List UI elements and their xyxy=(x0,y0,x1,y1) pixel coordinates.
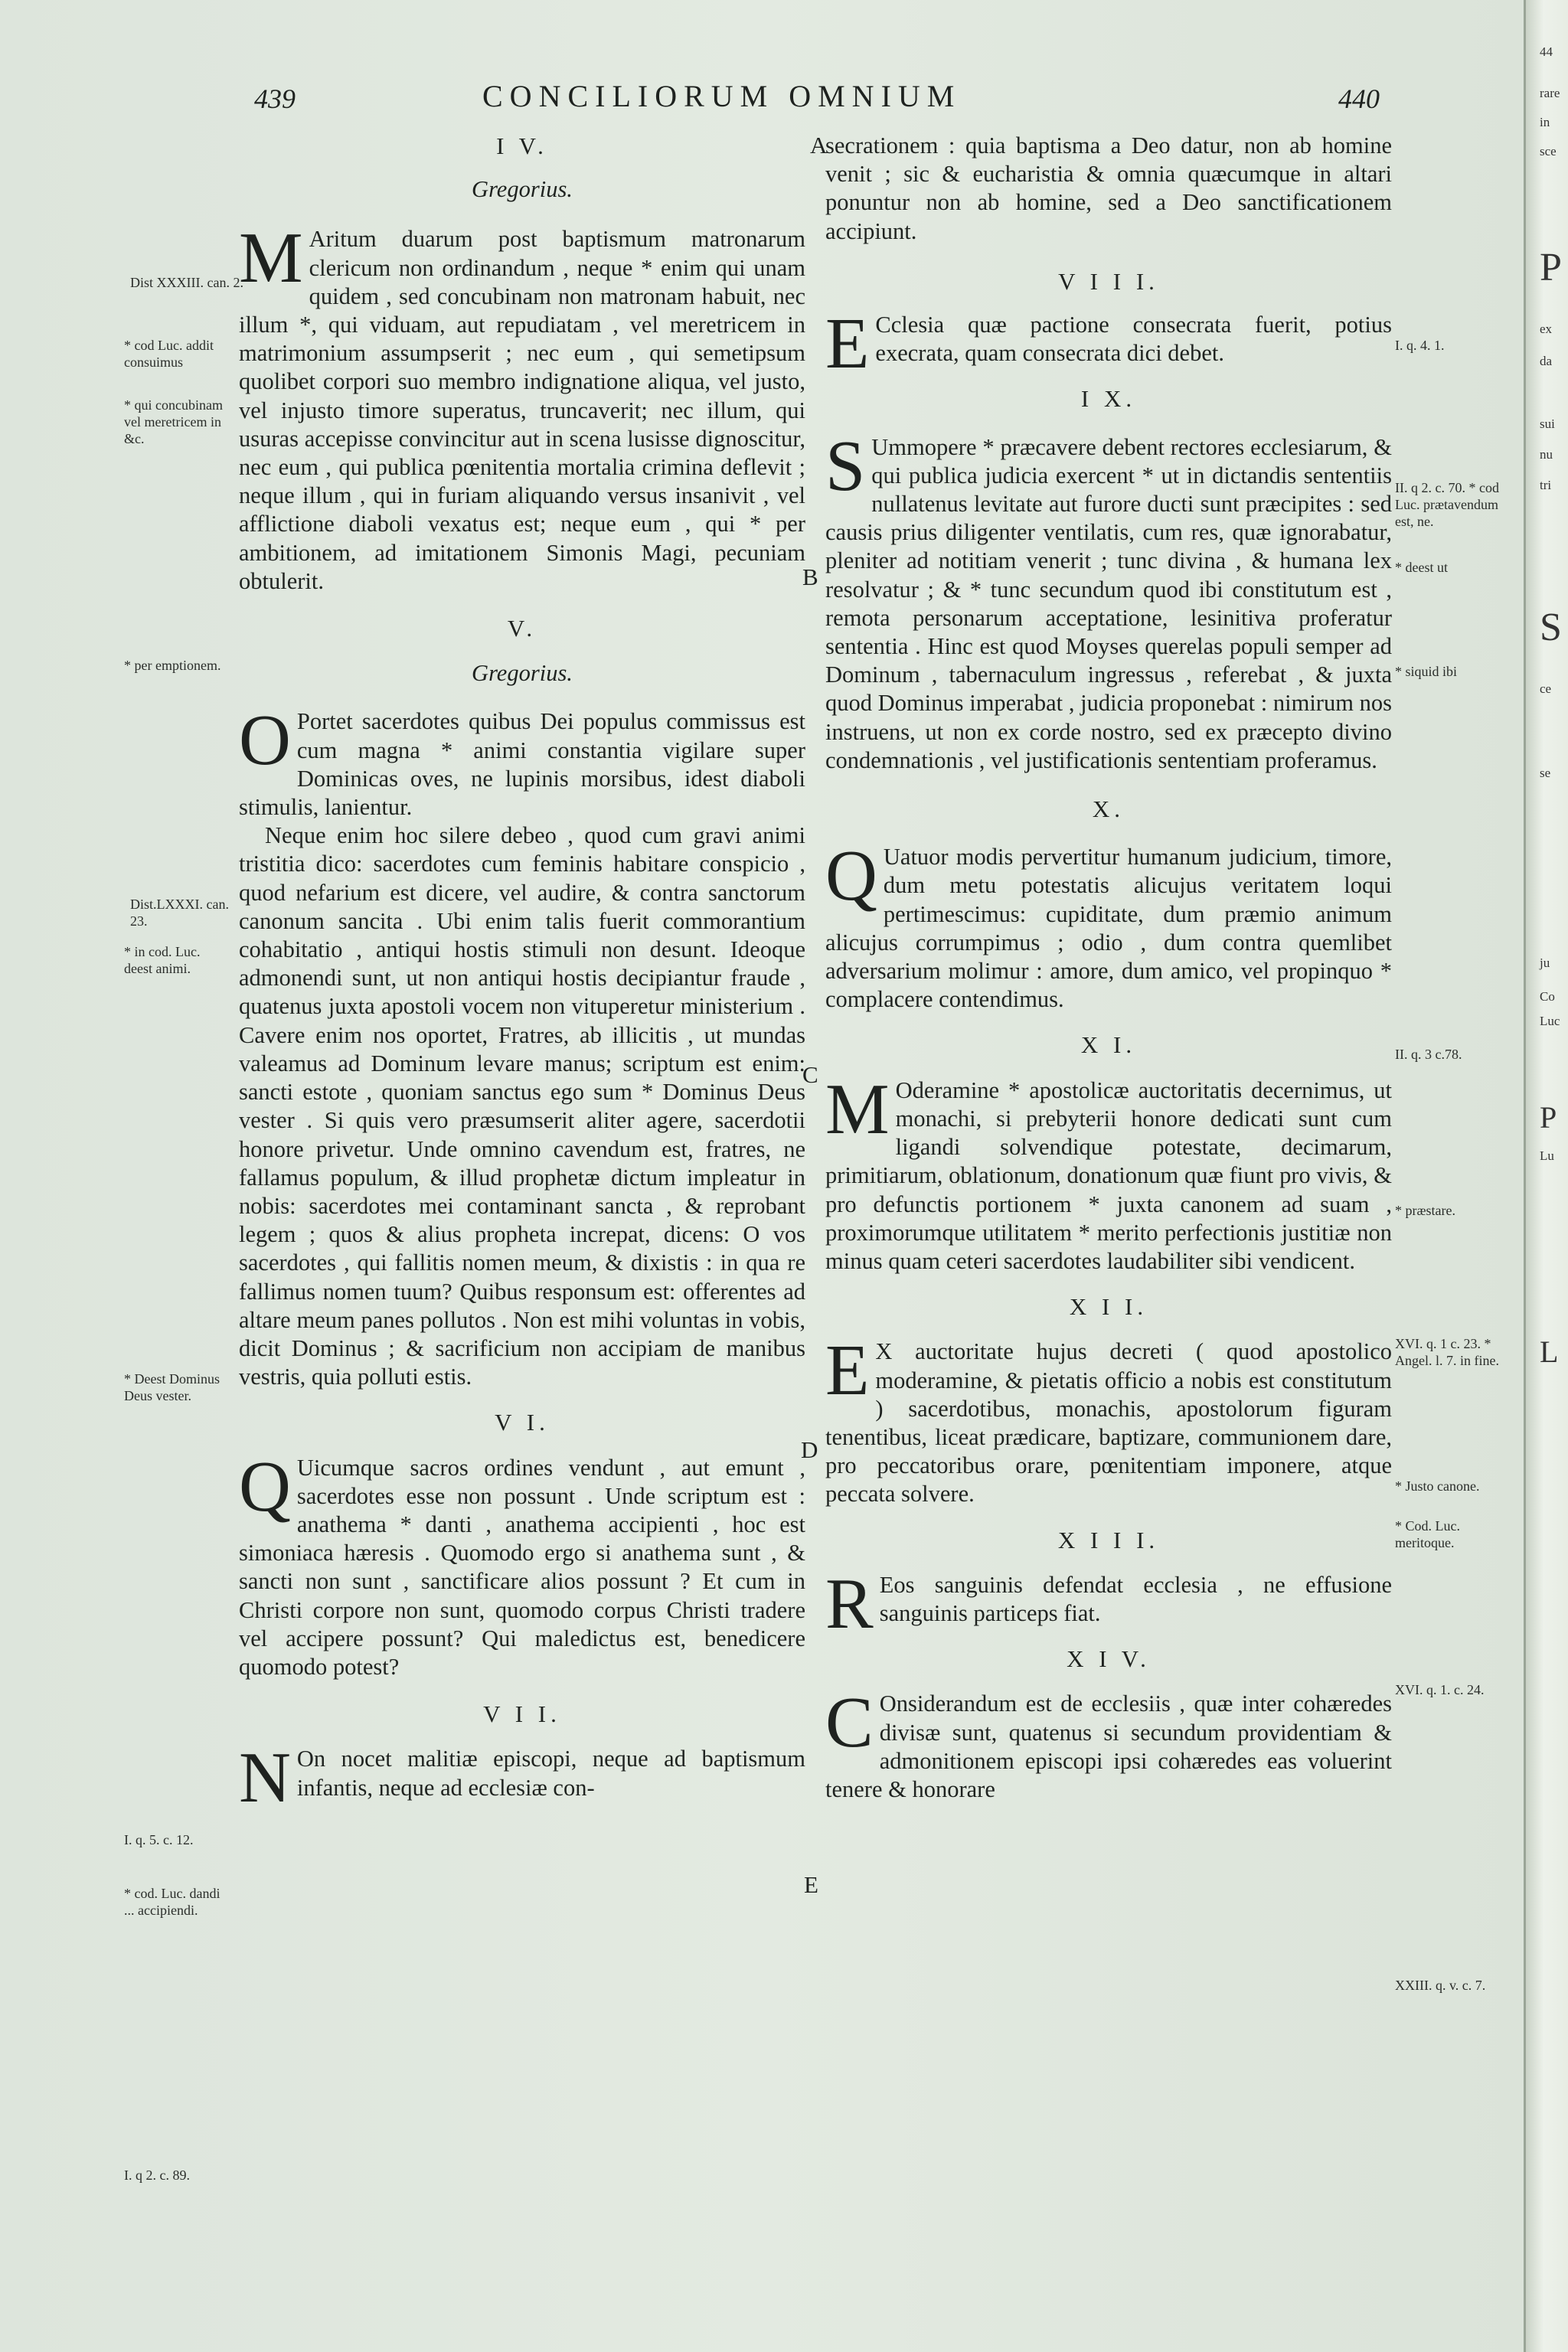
gutter-text: S xyxy=(1540,606,1562,649)
section-heading-8: V I I I. xyxy=(1058,267,1159,295)
section-heading-13: X I I I. xyxy=(1057,1526,1160,1553)
gutter-text: nu xyxy=(1540,447,1553,462)
canon-text-5-cont: Neque enim hoc silere debeo , quod cum gravi animi tristitia dico: sacerdotes cum feminis habitare conspicio , quod nefarium est dicere, vel audire, & contra sanctorum canonum sancita . Ubi enim talis fuerit commorantium cohabitatio , antiqui hostis stimuli non desunt. Ideoque admonendi sunt, ut non antiqui hostis decipiantur fraude , quatenus juxta apostoli vocem non vituperetur ministerium . Cavere enim nos oportet, Fratres, ab illicitis , ut mundas valeamus ad Dominum levare manus; scriptum est enim: sancti estote , quoniam sanctus ego sum * Dominus Deus vester . Si quis vero præsumserit aliter agere, sacerdotii honore privetur. Unde omnino cavendum est, fratres, ne fallamus populum, & illud prophetæ dictum impleatur in nobis: sacerdotes mei contaminant sancta , & reprobant legem ; quos & alius propheta increpat, dicens: O vos sacerdotes , qui fallitis nomen meum, & dixistis : in qua re fallimus nomen tuum? Quibus responsum est: offerentes ad altare meum panes pollutos . Non est mihi voluntas in vobis, dicit Dominus ; & sacrificium non accipiam de manibus vestris, quia polluti estis. xyxy=(239,822,805,1390)
margin-note-right: * Justo canone. xyxy=(1395,1478,1480,1494)
margin-note-right: I. q. 4. 1. xyxy=(1395,338,1445,353)
section-heading-10: X. xyxy=(1092,795,1125,823)
gutter-text: P xyxy=(1540,246,1562,289)
margin-note-right: XVI. q. 1. c. 24. xyxy=(1395,1682,1485,1697)
margin-note-left: I. q. 5. c. 12. xyxy=(124,1832,194,1847)
section-letter: C xyxy=(802,1061,818,1088)
gutter-text: ce xyxy=(1540,681,1552,696)
gutter-text: Luc xyxy=(1540,1014,1560,1028)
running-title: CONCILIORUM OMNIUM xyxy=(482,79,962,113)
margin-note-right: XVI. q. 1 c. 23. * Angel. l. 7. in fine. xyxy=(1395,1336,1499,1368)
gutter-text: sui xyxy=(1540,416,1555,431)
canon-text-11: M Oderamine * apostolicæ auctoritatis decernimus, ut monachi, si prebyterii honore dedicati sunt cum ligandi solvendique potestate, decimarum, primitiarum, oblationum, donationum quæ fiunt pro vivis, & pro defunctis portionem * juxta canonem ad suam , proximorumque utilitatem * merito perfectionis justitiæ non minus quam ceteri sacerdotes laudabiliter sibi vendicent. xyxy=(825,1069,1392,1274)
section-letter: D xyxy=(801,1436,818,1463)
margin-note-left: I. q 2. c. 89. xyxy=(124,2167,190,2183)
gutter-text: ju xyxy=(1540,956,1550,970)
drop-cap: M xyxy=(239,218,303,299)
gutter-text: tri xyxy=(1540,478,1552,492)
section-letter: E xyxy=(804,1871,818,1898)
margin-note-right: XXIII. q. v. c. 7. xyxy=(1395,1978,1486,1993)
author-heading: Gregorius. xyxy=(472,176,573,203)
gutter-text: sce xyxy=(1540,144,1557,158)
drop-cap: C xyxy=(825,1683,874,1763)
canon-text-7-cont: secrationem : quia baptisma a Deo datur, non ab homine venit ; sic & eucharistia & omnia quæcumque in altari ponuntur non ab homine, sed a Deo sanctificationem accipiunt. xyxy=(825,132,1392,244)
section-letter: A xyxy=(810,132,828,158)
canon-text-9: S Ummopere * præcavere debent rectores ecclesiarum, & qui publica judicia exercent * ut in dictandis sententiis nullatenus levitate aut furore ducti sunt præcipites : sed causis prius diligenter ventilatis, cum res, quæ ignorabatur, pleniter ad notitiam venerit ; tunc divina , & humana lex resolvatur ; & * tunc secundum quod ibi constitutum est , remota personarum acceptatione, lesinitiva proferatur sententia . Hinc est quod Moyses querelas populi semper ad Dominum , tabernaculum ingressus , referebat , & juxta quod Dominus imperabat , judicia proponebat : nimirum nos instruens, ut non ex corde nostro, sed ex præcepto divino condemnationis , vel justificationis sententiam proferamus. xyxy=(825,426,1392,773)
gutter-text: Lu xyxy=(1540,1148,1554,1163)
gutter-text: P xyxy=(1540,1100,1557,1135)
drop-cap: R xyxy=(825,1563,874,1644)
left-column xyxy=(239,132,805,1818)
gutter-text: in xyxy=(1540,115,1550,129)
canon-text-5: O Portet sacerdotes quibus Dei populus commissus est cum magna * animi constantia vigilare super Dominicas oves, ne lupinis morsibus, idest diaboli stimulis, lanientur. xyxy=(239,701,805,821)
gutter-text: Co xyxy=(1540,989,1555,1004)
gutter-text: rare xyxy=(1540,86,1560,100)
margin-note-left: * cod. Luc. dandi ... accipiendi. xyxy=(124,1886,220,1918)
section-heading-5: V. xyxy=(507,615,537,642)
canon-text-6: Q Uicumque sacros ordines vendunt , aut emunt , sacerdotes esse non possunt . Unde scriptum est : anathema * danti , anathema accipienti , hoc est simoniaca hæresis . Quomodo ergo si anathema sunt , & sancti non sunt , sanctificare alios possunt ? Et cum in Christi corpore non sunt, quomodo corpus Christi tradere vel accipere possunt? Qui maledictus est, benedicere quomodo potest? xyxy=(239,1446,805,1680)
gutter-text: da xyxy=(1540,354,1553,368)
margin-note-right: * siquid ibi xyxy=(1395,664,1458,679)
section-heading-7: V I I. xyxy=(483,1700,561,1728)
gutter-text: se xyxy=(1540,766,1551,780)
section-letter: B xyxy=(802,564,818,590)
margin-note-left: * qui concubinam vel meretricem in &c. xyxy=(124,397,223,446)
section-heading-6: V I. xyxy=(495,1409,550,1436)
drop-cap: E xyxy=(825,1331,870,1411)
canon-text-7: N On nocet malitiæ episcopi, neque ad baptismum infantis, neque ad ecclesiæ con- xyxy=(239,1738,805,1818)
drop-cap: N xyxy=(239,1738,291,1818)
margin-note-right: * præstare. xyxy=(1395,1203,1455,1218)
section-heading-12: X I I. xyxy=(1069,1293,1148,1321)
canon-text-13: R Eos sanguinis defendat ecclesia , ne effusione sanguinis particeps fiat. xyxy=(825,1563,1392,1644)
margin-note-right: II. q 2. c. 70. * cod Luc. prætavendum est, ne. xyxy=(1395,480,1499,529)
margin-note-right: * Cod. Luc. meritoque. xyxy=(1395,1518,1460,1550)
next-page-edge xyxy=(1524,0,1568,2352)
gutter-text: ex xyxy=(1540,322,1553,336)
canon-text-14: C Onsiderandum est de ecclesiis , quæ inter cohæredes divisæ sunt, quatenus si secundum providentiam & admonitionem episcopi ipsi cohæredes eas voluerint tenere & honorare xyxy=(825,1683,1392,1802)
canon-text-12: E X auctoritate hujus decreti ( quod apostolico moderamine, & pietatis officio a nobis est constitutum ) sacerdotibus, monachis, apostolorum figuram tenentibus, liceat prædicare, baptizare, communionem dare, pro peccatoribus orare, pœnitentiam imponere, atque peccata solvere. xyxy=(825,1331,1392,1508)
section-heading-11: X I. xyxy=(1080,1031,1137,1059)
margin-note-left: Dist.LXXXI. can. 23. xyxy=(130,897,229,929)
drop-cap: O xyxy=(239,701,291,781)
margin-note-left: * Deest Dominus Deus vester. xyxy=(124,1371,220,1403)
right-column xyxy=(825,132,1392,1804)
section-heading-4: I V. xyxy=(496,132,548,159)
drop-cap: M xyxy=(825,1069,890,1149)
drop-cap: Q xyxy=(825,836,877,916)
canon-text-10: Q Uatuor modis pervertitur humanum judicium, timore, dum metu potestatis alicujus veritatem loqui pertimescimus: cupiditate, dum præmio animum alicujus corrumpimus ; odio , dum contra quemlibet adversarium molimur : amore, dum amico, vel propinquo * complacere contendimus. xyxy=(825,836,1392,1013)
section-heading-14: X I V. xyxy=(1067,1645,1151,1673)
drop-cap: E xyxy=(825,304,870,384)
canon-text-8: E Cclesia quæ pactione consecrata fuerit, potius execrata, quam consecrata dici debet. xyxy=(825,304,1392,384)
drop-cap: Q xyxy=(239,1446,291,1527)
page-number-left: 439 xyxy=(254,83,296,114)
page-number-right: 440 xyxy=(1338,83,1380,114)
author-heading: Gregorius. xyxy=(472,660,573,687)
gutter-text: 44 xyxy=(1540,44,1553,59)
section-heading-9: I X. xyxy=(1080,385,1137,413)
canon-text-4: M Aritum duarum post baptismum matronarum clericum non ordinandum , neque * enim qui unam quidem , sed concubinam non matronam habuit, nec illum *, qui viduam, aut repudiatam , vel meretricem in matrimonium assumpserit ; nec eum , qui semetipsum quolibet corpori suo membro indignatione aliqua, vel justo, vel injusto timore superatus, truncaverit; nec illum, qui usuras accepisse convincitur aut in scena lusisse dignoscitur, nec eum , qui publica pœnitentia mortalia crimina deflevit ; neque illum , qui in furiam aliquando versus insanivit , vel afflictione diaboli vexatus est; neque eum , qui * per ambitionem, ad imitationem Simonis Magi, pecuniam obtulerit. xyxy=(239,218,805,594)
margin-note-right: * deest ut xyxy=(1395,560,1448,575)
margin-note-left: * in cod. Luc. deest animi. xyxy=(124,944,201,976)
drop-cap: S xyxy=(825,426,866,506)
margin-note-left: * per emptionem. xyxy=(124,658,221,673)
margin-note-right: II. q. 3 c.78. xyxy=(1395,1047,1462,1062)
margin-note-left: Dist XXXIII. can. 2. xyxy=(130,275,243,290)
gutter-text: L xyxy=(1540,1334,1559,1369)
margin-note-left: * cod Luc. addit consuimus xyxy=(124,338,214,370)
